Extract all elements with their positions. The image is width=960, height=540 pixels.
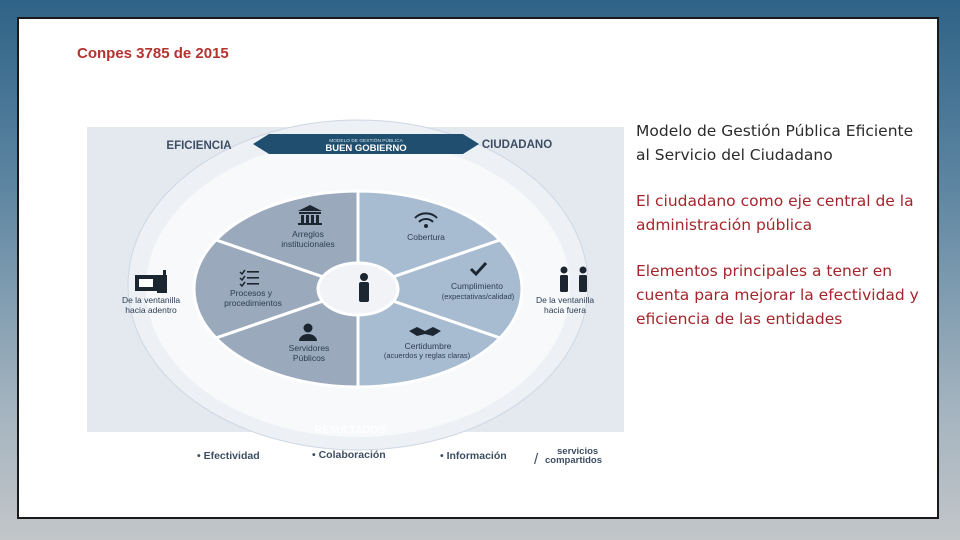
paragraph-modelo: Modelo de Gestión Pública Eficiente al Servicio del Ciudadano bbox=[636, 122, 914, 164]
banner-small-text: MODELO DE GESTIÓN PÚBLICA bbox=[329, 139, 403, 144]
diagram-svg bbox=[87, 109, 627, 468]
segment-cobertura-label: Cobertura bbox=[407, 232, 445, 242]
segment-procesos-line2: procedimientos bbox=[224, 298, 282, 308]
segment-certidumbre-line2: (acuerdos y reglas claras) bbox=[383, 351, 471, 360]
citizen-icon bbox=[359, 273, 369, 302]
resultados-label: RESULTADOS bbox=[314, 424, 386, 436]
servicios-line2: compartidos bbox=[545, 455, 603, 466]
slash-mark: / bbox=[534, 451, 539, 468]
center-circle bbox=[318, 263, 398, 315]
left-side-line2: hacia adentro bbox=[125, 305, 177, 315]
segment-certidumbre-line1: Certidumbre bbox=[404, 341, 452, 351]
header-eficiencia: EFICIENCIA bbox=[166, 140, 232, 152]
segment-cumplimiento-line1: Cumplimiento bbox=[451, 281, 503, 291]
header-ciudadano: CIUDADANO bbox=[481, 139, 553, 151]
paragraph-elementos: Elementos principales a tener en cuenta para mejorar la efectividad y eficiencia de las entidades bbox=[636, 262, 919, 328]
servicios-line1: servicios bbox=[557, 446, 599, 457]
slide-title: Conpes 3785 de 2015 bbox=[77, 45, 229, 62]
text-column bbox=[636, 119, 926, 353]
segment-servidores-line1: Servidores bbox=[288, 343, 330, 353]
segment-arreglos-line1: Arreglos bbox=[292, 229, 324, 239]
banner-main-text: BUEN GOBIERNO bbox=[325, 143, 407, 154]
slide bbox=[17, 17, 939, 519]
segment-procesos-line1: Procesos y bbox=[229, 288, 273, 298]
right-side-line2: hacia fuera bbox=[543, 305, 587, 315]
segment-servidores-line2: Públicos bbox=[292, 353, 326, 363]
result-efectividad: • Efectividad bbox=[197, 450, 260, 462]
paragraph-ciudadano: El ciudadano como eje central de la administración pública bbox=[636, 192, 914, 234]
left-side-line1: De la ventanilla bbox=[121, 295, 181, 305]
segment-arreglos-line2: institucionales bbox=[281, 239, 335, 249]
right-side-line1: De la ventanilla bbox=[535, 295, 595, 305]
result-informacion: • Información bbox=[440, 450, 507, 462]
segment-cumplimiento-line2: (expectativas/calidad) bbox=[441, 292, 515, 301]
result-colaboracion: • Colaboración bbox=[312, 449, 386, 461]
buen-gobierno-diagram bbox=[87, 109, 627, 468]
